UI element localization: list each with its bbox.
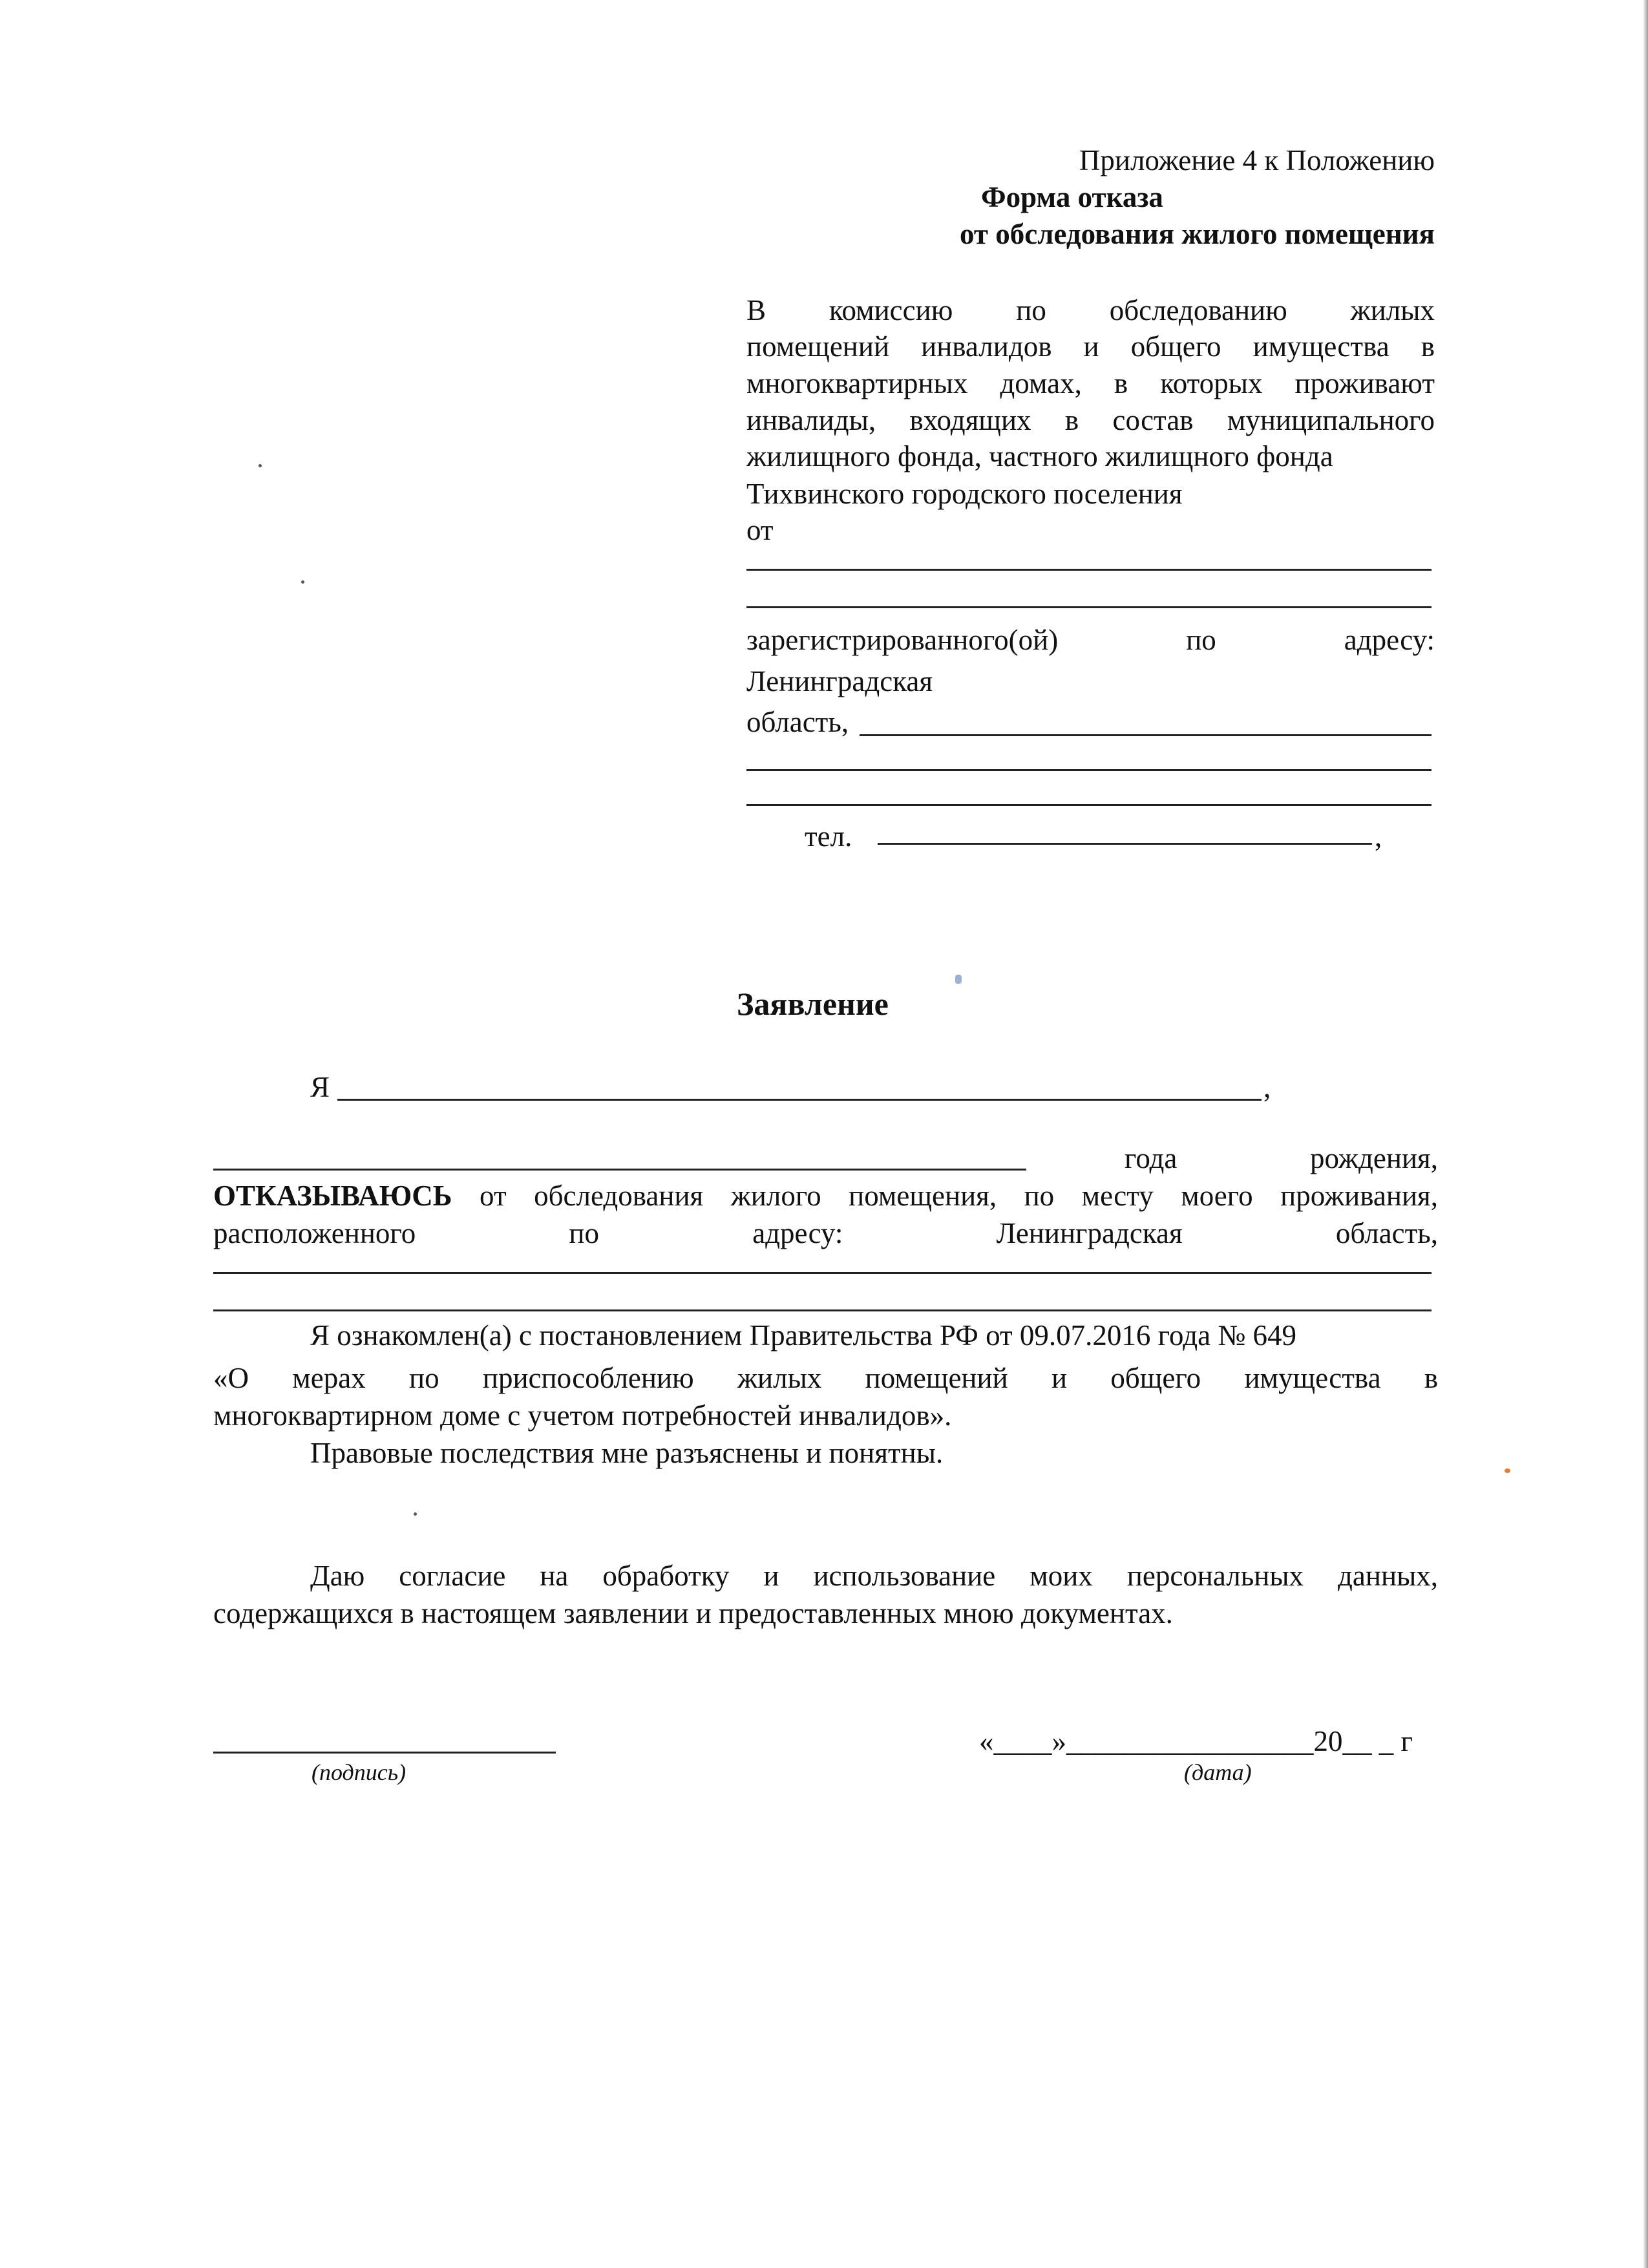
addressee-line-2: помещений инвалидов и общего имущества в bbox=[746, 330, 1435, 363]
applicant-name-line-1[interactable] bbox=[746, 569, 1431, 571]
scan-speck bbox=[414, 1512, 417, 1516]
date-field[interactable]: «____»_________________20__ _ г bbox=[979, 1725, 1413, 1757]
address-line-1[interactable] bbox=[860, 734, 1431, 736]
addressee-line-6: Тихвинского городского поселения bbox=[746, 478, 1183, 510]
signature-line[interactable] bbox=[213, 1752, 556, 1754]
name-comma: , bbox=[1263, 1071, 1271, 1103]
phone-comma: , bbox=[1375, 820, 1382, 853]
i-pronoun: Я bbox=[310, 1071, 330, 1103]
consent-line-2: содержащихся в настоящем заявлении и предоставленных мною документах. bbox=[213, 1597, 1173, 1629]
signature-caption: (подпись) bbox=[312, 1759, 407, 1785]
birth-year-label: года рождения, bbox=[1125, 1142, 1438, 1174]
addressee-line-4: инвалиды, входящих в состав муниципального bbox=[746, 404, 1435, 436]
form-title-line-1: Форма отказа bbox=[981, 181, 1163, 213]
phone-line[interactable] bbox=[878, 843, 1372, 845]
birth-year-line[interactable] bbox=[213, 1169, 1026, 1171]
addressee-line-3: многоквартирных домах, в которых проживают bbox=[746, 367, 1435, 399]
full-name-line[interactable] bbox=[337, 1099, 1262, 1101]
refusal-line bbox=[213, 1182, 1438, 1211]
scan-speck bbox=[1505, 1468, 1510, 1473]
scan-speck bbox=[301, 580, 304, 584]
residence-address-line-2[interactable] bbox=[213, 1309, 1431, 1311]
acquainted-line-1: Я ознакомлен(а) с постановлением Правительства РФ от 09.07.2016 года № 649 bbox=[310, 1319, 1297, 1351]
acquainted-line-3: многоквартирном доме с учетом потребностей инвалидов». bbox=[213, 1399, 952, 1432]
refuse-bold: ОТКАЗЫВАЮСЬ bbox=[213, 1180, 452, 1212]
scan-edge bbox=[1643, 0, 1648, 2268]
phone-label: тел. bbox=[805, 820, 852, 853]
located-line: расположенного по адресу: Ленинградская область, bbox=[213, 1217, 1439, 1249]
scan-speck bbox=[259, 464, 262, 467]
date-caption: (дата) bbox=[1184, 1759, 1252, 1785]
applicant-name-line-2[interactable] bbox=[746, 606, 1431, 608]
oblast-label: область, bbox=[746, 706, 849, 738]
region-label: Ленинградская bbox=[746, 665, 933, 697]
from-label: от bbox=[746, 514, 774, 546]
acquainted-line-2: «О мерах по приспособлению жилых помещений и общего имущества в bbox=[213, 1362, 1439, 1394]
form-title-line-2: от обследования жилого помещения bbox=[960, 218, 1435, 250]
appendix-caption: Приложение 4 к Положению bbox=[1079, 144, 1435, 176]
address-line-2[interactable] bbox=[746, 769, 1431, 771]
statement-title: Заявление bbox=[737, 986, 889, 1022]
scan-speck bbox=[955, 975, 962, 984]
refuse-rest: от обследования жилого помещения, по месту моего проживания, bbox=[452, 1180, 1438, 1212]
addressee-line-1: В комиссию по обследованию жилых bbox=[746, 294, 1435, 326]
consequences-text: Правовые последствия мне разъяснены и понятны. bbox=[310, 1437, 944, 1469]
address-line-3[interactable] bbox=[746, 804, 1431, 806]
residence-address-line-1[interactable] bbox=[213, 1272, 1431, 1274]
addressee-line-5: жилищного фонда, частного жилищного фонда bbox=[746, 440, 1333, 472]
registered-address-label: зарегистрированного(ой) по адресу: bbox=[746, 624, 1435, 656]
consent-line-1: Даю согласие на обработку и использование моих персональных данных, bbox=[310, 1560, 1439, 1592]
